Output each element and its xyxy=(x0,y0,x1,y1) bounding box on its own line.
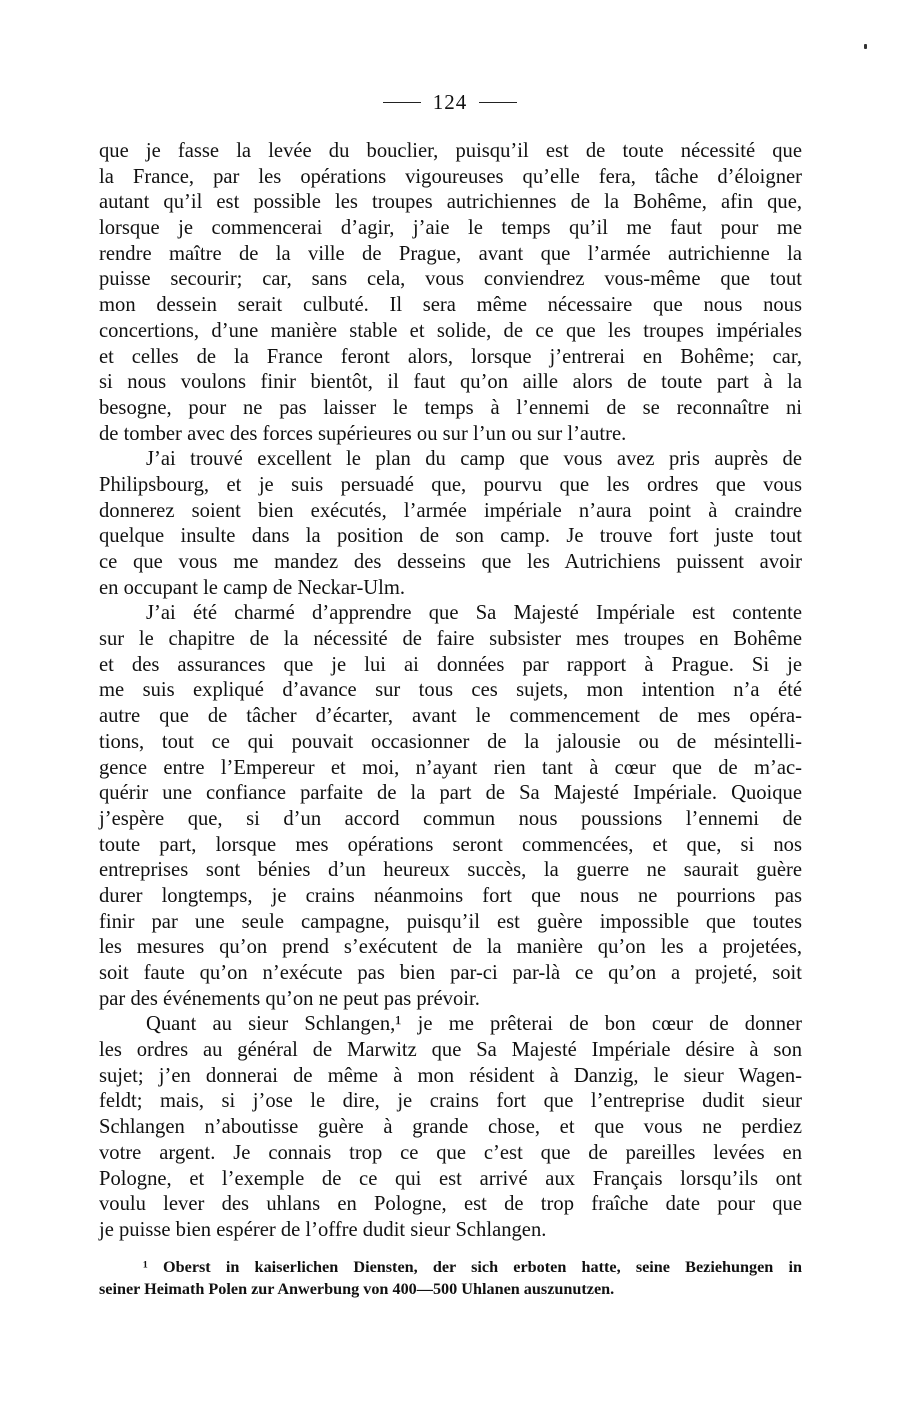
paragraph xyxy=(99,1012,802,1243)
text-line: sujet; j’en donnerai de même à mon résident à Danzig, le sieur Wagen- xyxy=(99,1064,802,1087)
text-line: autre que de tâcher d’écarter, avant le commencement de mes opéra- xyxy=(99,705,802,728)
text-line: voulu lever des uhlans en Pologne, est de trop fraîche date pour que xyxy=(99,1193,802,1216)
footnote-line: seiner Heimath Polen zur Anwerbung von 400—500 Uhlanen auszunutzen. xyxy=(99,1280,615,1298)
page-header xyxy=(0,90,900,115)
header-rule-left xyxy=(383,102,421,103)
text-line: quérir une confiance parfaite de la part de Sa Majesté Impériale. Quoique xyxy=(99,782,802,805)
text-line: concertions, d’une manière stable et solide, de ce que les troupes impériales xyxy=(99,319,802,342)
text-line: que je fasse la levée du bouclier, puisqu’il est de toute nécessité que xyxy=(99,140,802,162)
footnotes xyxy=(99,1256,802,1300)
text-line: soit faute qu’on n’exécute pas bien par-ci par-là ce qu’on a projeté, soit xyxy=(99,962,802,984)
text-line: en occupant le camp de Neckar-Ulm. xyxy=(99,576,406,599)
text-line: durer longtemps, je crains néanmoins fort que nous ne pourrions pas xyxy=(99,884,802,907)
text-line: la France, par les opérations vigoureuses qu’elle fera, tâche d’éloigner xyxy=(99,165,802,188)
text-line: toute part, lorsque mes opérations seront commencées, et que, si nos xyxy=(99,833,802,856)
text-line: Pologne, et l’exemple de ce qui est arrivé aux Français lorsqu’ils ont xyxy=(99,1167,802,1190)
text-line: Philipsbourg, et je suis persuadé que, pourvu que les ordres que vous xyxy=(99,473,802,496)
text-line: rendre maître de la ville de Prague, avant que l’armée autrichienne la xyxy=(99,242,802,265)
text-line: mon dessein serait culbuté. Il sera même nécessaire que nous nous xyxy=(99,294,802,317)
text-line: quelque insulte dans la position de son camp. Je trouve fort juste tout xyxy=(99,525,802,548)
text-line: puisse secourir; car, sans cela, vous conviendrez vous-même que tout xyxy=(99,268,802,291)
text-line: les mesures qu’on prend s’exécutent de la manière qu’on les a projetées, xyxy=(99,936,802,959)
text-line: votre argent. Je connais trop ce que c’est que de pareilles levées en xyxy=(99,1141,802,1164)
paragraph xyxy=(99,139,802,447)
text-line: donnerez soient bien exécutés, l’armée impériale n’aura point à craindre xyxy=(99,499,802,522)
text-line: J’ai été charmé d’apprendre que Sa Majesté Impériale est contente xyxy=(146,602,802,625)
header-rule-right xyxy=(479,102,517,103)
text-line: feldt; mais, si j’ose le dire, je crains fort que l’entreprise dudit sieur xyxy=(99,1090,802,1113)
text-line: lorsque je commencerai d’agir, j’aie le temps qu’il me faut pour me xyxy=(99,217,802,240)
text-line: J’ai trouvé excellent le plan du camp que vous avez pris auprès de xyxy=(146,448,802,471)
text-line: et des assurances que je lui ai données par rapport à Prague. Si je xyxy=(99,653,802,676)
text-line: tions, tout ce qui pouvait occasionner de la jalousie ou de mésintelli- xyxy=(99,730,802,753)
main-text xyxy=(99,139,802,1244)
text-line: et celles de la France feront alors, lorsque j’entrerai en Bohême; car, xyxy=(99,345,802,368)
text-line: je puisse bien espérer de l’offre dudit sieur Schlangen. xyxy=(99,1218,547,1241)
text-line: par des événements qu’on ne peut pas prévoir. xyxy=(99,987,480,1010)
text-line: entreprises sont bénies d’un heureux succès, la guerre ne saurait guère xyxy=(99,859,802,882)
paragraph xyxy=(99,601,802,1012)
text-line: me suis expliqué d’avance sur tous ces sujets, mon intention n’a été xyxy=(99,679,802,702)
footnote-line: ¹ Oberst in kaiserlichen Diensten, der sich erboten hatte, seine Beziehungen in xyxy=(143,1258,802,1276)
text-line: besogne, pour ne pas laisser le temps à l’ennemi de se reconnaître ni xyxy=(99,396,802,419)
paragraph xyxy=(99,447,802,601)
text-line: autant qu’il est possible les troupes autrichiennes de la Bohême, afin que, xyxy=(99,191,802,214)
text-line: sur le chapitre de la nécessité de faire subsister mes troupes en Bohême xyxy=(99,628,802,651)
stray-ink-mark xyxy=(864,44,867,49)
text-line: finir par une seule campagne, puisqu’il est guère impossible que toutes xyxy=(99,910,802,933)
text-line: Quant au sieur Schlangen,¹ je me prêterai de bon cœur de donner xyxy=(146,1013,802,1036)
text-line: si nous voulons finir bientôt, il faut qu’on aille alors de toute part à la xyxy=(99,371,802,394)
text-line: ce que vous me mandez des desseins que les Autrichiens puissent avoir xyxy=(99,551,802,573)
page-number: 124 xyxy=(432,90,468,114)
text-line: j’espère que, si d’un accord commun nous poussions l’ennemi de xyxy=(99,807,802,830)
text-line: de tomber avec des forces supérieures ou sur l’un ou sur l’autre. xyxy=(99,422,627,445)
text-line: gence entre l’Empereur et moi, n’ayant rien tant à cœur que de m’ac- xyxy=(99,756,802,779)
text-line: Schlangen n’aboutisse guère à grande chose, et que vous ne perdiez xyxy=(99,1116,802,1139)
text-line: les ordres au général de Marwitz que Sa Majesté Impériale désire à son xyxy=(99,1039,802,1062)
